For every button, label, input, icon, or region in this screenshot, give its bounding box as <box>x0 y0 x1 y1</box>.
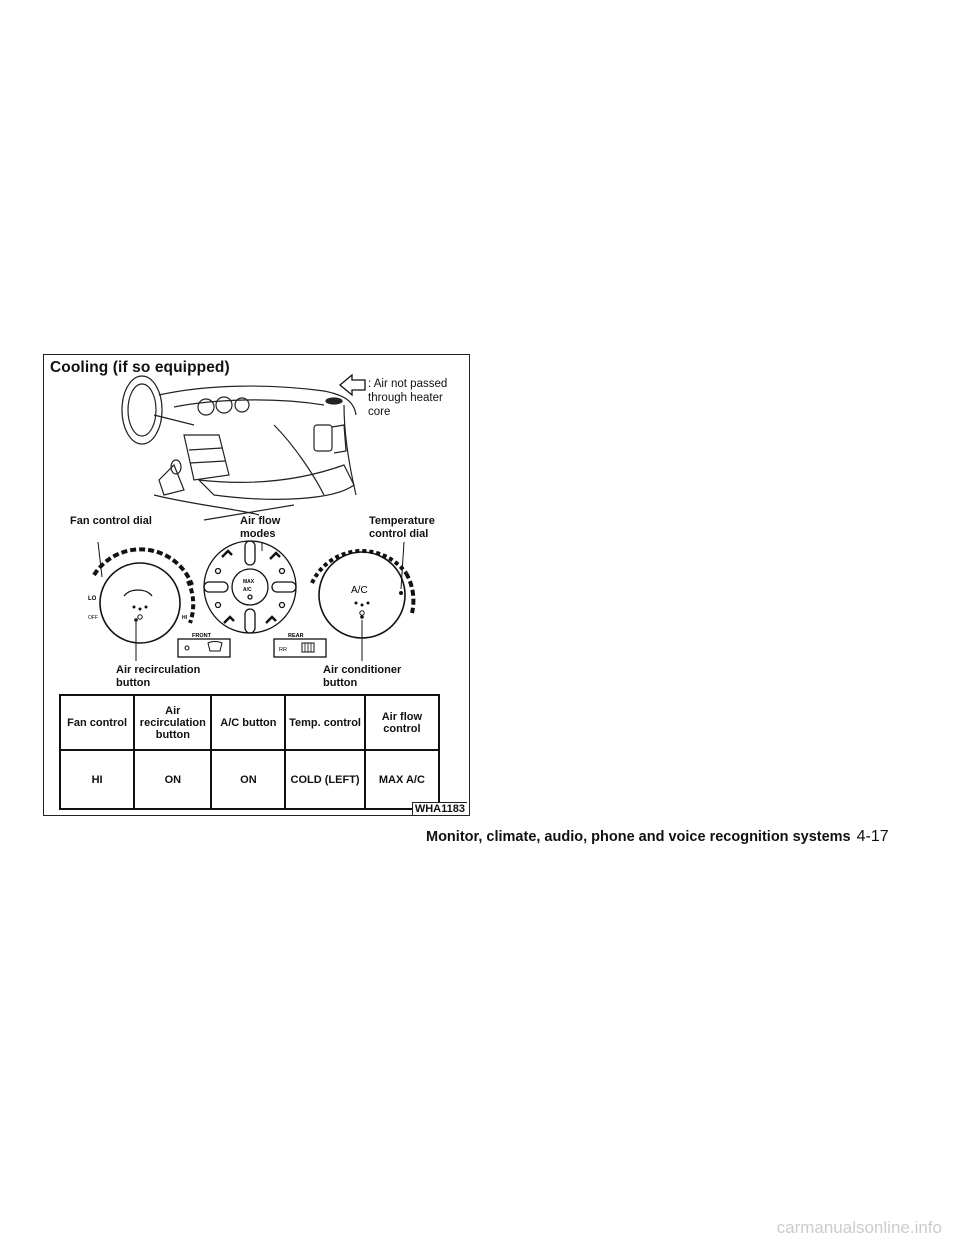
fan-hi-mark: HI <box>182 615 187 621</box>
label-air-conditioner-button: Air conditioner button <box>323 664 402 689</box>
table-header-cell: A/C button <box>211 695 285 750</box>
fan-off-mark: OFF <box>88 615 98 621</box>
label-air-flow-modes: Air flow modes <box>240 515 281 540</box>
ac-dial-mark: A/C <box>351 585 368 596</box>
table-cell: MAX A/C <box>365 750 439 809</box>
table-cell: ON <box>134 750 211 809</box>
cooling-figure <box>43 354 470 816</box>
front-defroster-button <box>178 639 230 657</box>
fan-lo-mark: LO <box>88 596 97 602</box>
table-header-cell: Fan control <box>60 695 134 750</box>
label-temperature-control-dial: Temperature control dial <box>369 515 435 540</box>
rr-mark: RR <box>279 647 287 653</box>
table-header-cell: Air recirculation button <box>134 695 211 750</box>
front-label: FRONT <box>192 633 211 639</box>
fan-control-dial <box>94 549 193 643</box>
max-ac-mark: A/C <box>243 587 252 593</box>
section-title: Monitor, climate, audio, phone and voice recognition systems <box>426 829 851 845</box>
table-header-row <box>60 695 439 750</box>
label-air-recirculation-button: Air recirculation button <box>116 664 201 689</box>
table-cell: HI <box>60 750 134 809</box>
max-mark: MAX <box>243 579 255 585</box>
table-cell: ON <box>211 750 285 809</box>
table-header-cell: Air flow control <box>365 695 439 750</box>
table-row <box>60 750 439 809</box>
page-footer <box>426 828 906 846</box>
rear-label: REAR <box>288 633 304 639</box>
page-number: 4-17 <box>856 828 889 845</box>
watermark: carmanualsonline.info <box>776 1218 942 1237</box>
label-fan-control-dial: Fan control dial <box>70 515 152 527</box>
legend-text: : Air not passed through heater core <box>368 378 448 418</box>
figure-title: Cooling (if so equipped) <box>50 359 230 376</box>
figure-code: WHA1183 <box>412 802 467 815</box>
table-header-cell: Temp. control <box>285 695 365 750</box>
settings-table <box>59 694 440 810</box>
table-cell: COLD (LEFT) <box>285 750 365 809</box>
